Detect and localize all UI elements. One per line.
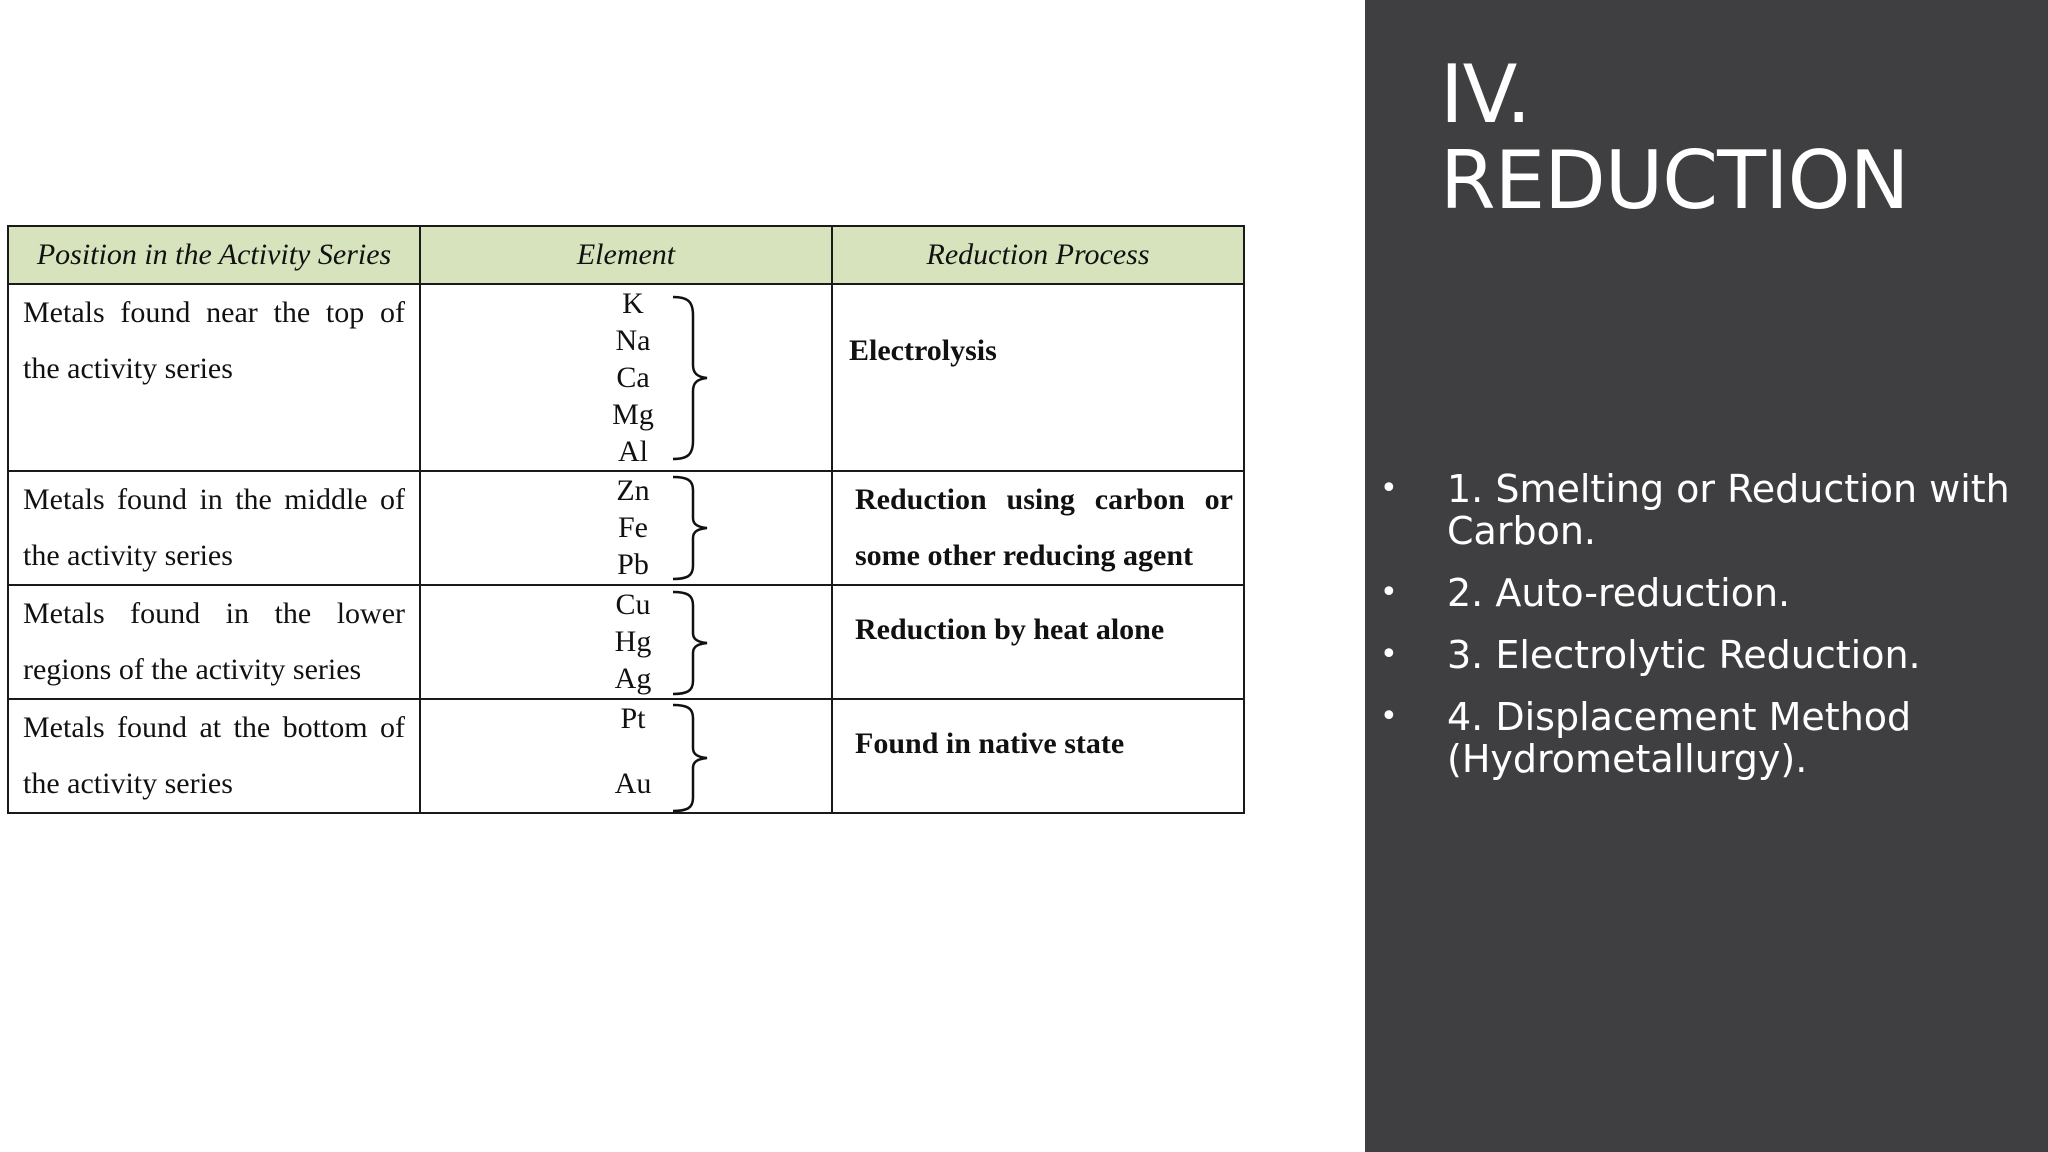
bullet-text: 1. Smelting or Reduction with Carbon. — [1447, 467, 2010, 553]
element-symbol: Zn — [616, 474, 650, 507]
list-item — [1365, 572, 2048, 614]
list-item — [1365, 696, 2048, 780]
table-row — [8, 585, 1244, 699]
activity-series-table-wrap — [7, 225, 1243, 805]
element-list — [601, 472, 665, 583]
element-symbol: Mg — [612, 398, 654, 431]
header-process: Reduction Process — [832, 226, 1244, 284]
row-process-cell — [832, 284, 1244, 471]
element-symbol: Al — [618, 435, 648, 468]
row-position-text: Metals found near the top of the activity series — [23, 296, 405, 385]
table-row — [8, 699, 1244, 813]
row-process-text: Electrolysis — [849, 334, 997, 367]
row-element-cell — [420, 284, 832, 471]
brace-icon — [671, 589, 721, 697]
element-list — [601, 700, 665, 812]
bullet-list — [1365, 468, 2048, 800]
row-position-cell — [8, 585, 420, 699]
element-symbol: Na — [615, 324, 651, 357]
row-process-text: Reduction using carbon or some other reducing agent — [855, 483, 1233, 572]
element-symbol: Ag — [614, 662, 652, 695]
bullet-icon: • — [1380, 699, 1398, 734]
slide-title-line-2: REDUCTION — [1440, 134, 1909, 227]
element-list — [601, 285, 665, 470]
activity-series-table — [7, 225, 1245, 814]
row-process-cell — [832, 699, 1244, 813]
row-process-cell — [832, 585, 1244, 699]
bullet-icon: • — [1380, 637, 1398, 672]
row-position-text: Metals found in the middle of the activity series — [23, 483, 405, 572]
row-position-text: Metals found at the bottom of the activity series — [23, 711, 405, 800]
header-position: Position in the Activity Series — [8, 226, 420, 284]
element-list — [601, 586, 665, 697]
slide-title-line-1: IV. — [1440, 48, 1531, 141]
table-header-row — [8, 226, 1244, 284]
table-row — [8, 471, 1244, 585]
row-element-cell — [420, 471, 832, 585]
list-item — [1365, 468, 2048, 552]
element-symbol: Pb — [617, 548, 649, 581]
row-process-text: Found in native state — [855, 727, 1125, 760]
row-process-cell — [832, 471, 1244, 585]
bullet-text: 4. Displacement Method (Hydrometallurgy). — [1447, 695, 1912, 781]
row-position-cell — [8, 284, 420, 471]
table-row — [8, 284, 1244, 471]
brace-icon — [671, 293, 721, 463]
bullet-icon: • — [1380, 575, 1398, 610]
list-item — [1365, 634, 2048, 676]
slide-title — [1440, 48, 1909, 227]
row-position-cell — [8, 471, 420, 585]
row-position-cell — [8, 699, 420, 813]
brace-icon — [671, 474, 721, 582]
header-element: Element — [420, 226, 832, 284]
bullet-text: 2. Auto-reduction. — [1447, 571, 1791, 615]
row-process-text: Reduction by heat alone — [855, 613, 1165, 646]
brace-icon — [671, 702, 721, 814]
element-symbol: Ca — [616, 361, 650, 394]
element-symbol: Hg — [614, 625, 652, 658]
element-symbol: Fe — [618, 511, 648, 544]
bullet-icon: • — [1380, 471, 1398, 506]
element-symbol: Cu — [615, 588, 651, 621]
element-symbol: Pt — [620, 702, 646, 735]
element-symbol: K — [622, 287, 644, 320]
bullet-text: 3. Electrolytic Reduction. — [1447, 633, 1921, 677]
row-element-cell — [420, 585, 832, 699]
element-symbol: Au — [614, 767, 652, 800]
row-position-text: Metals found in the lower regions of the activity series — [23, 597, 405, 686]
row-element-cell — [420, 699, 832, 813]
title-panel — [1365, 0, 2048, 1152]
